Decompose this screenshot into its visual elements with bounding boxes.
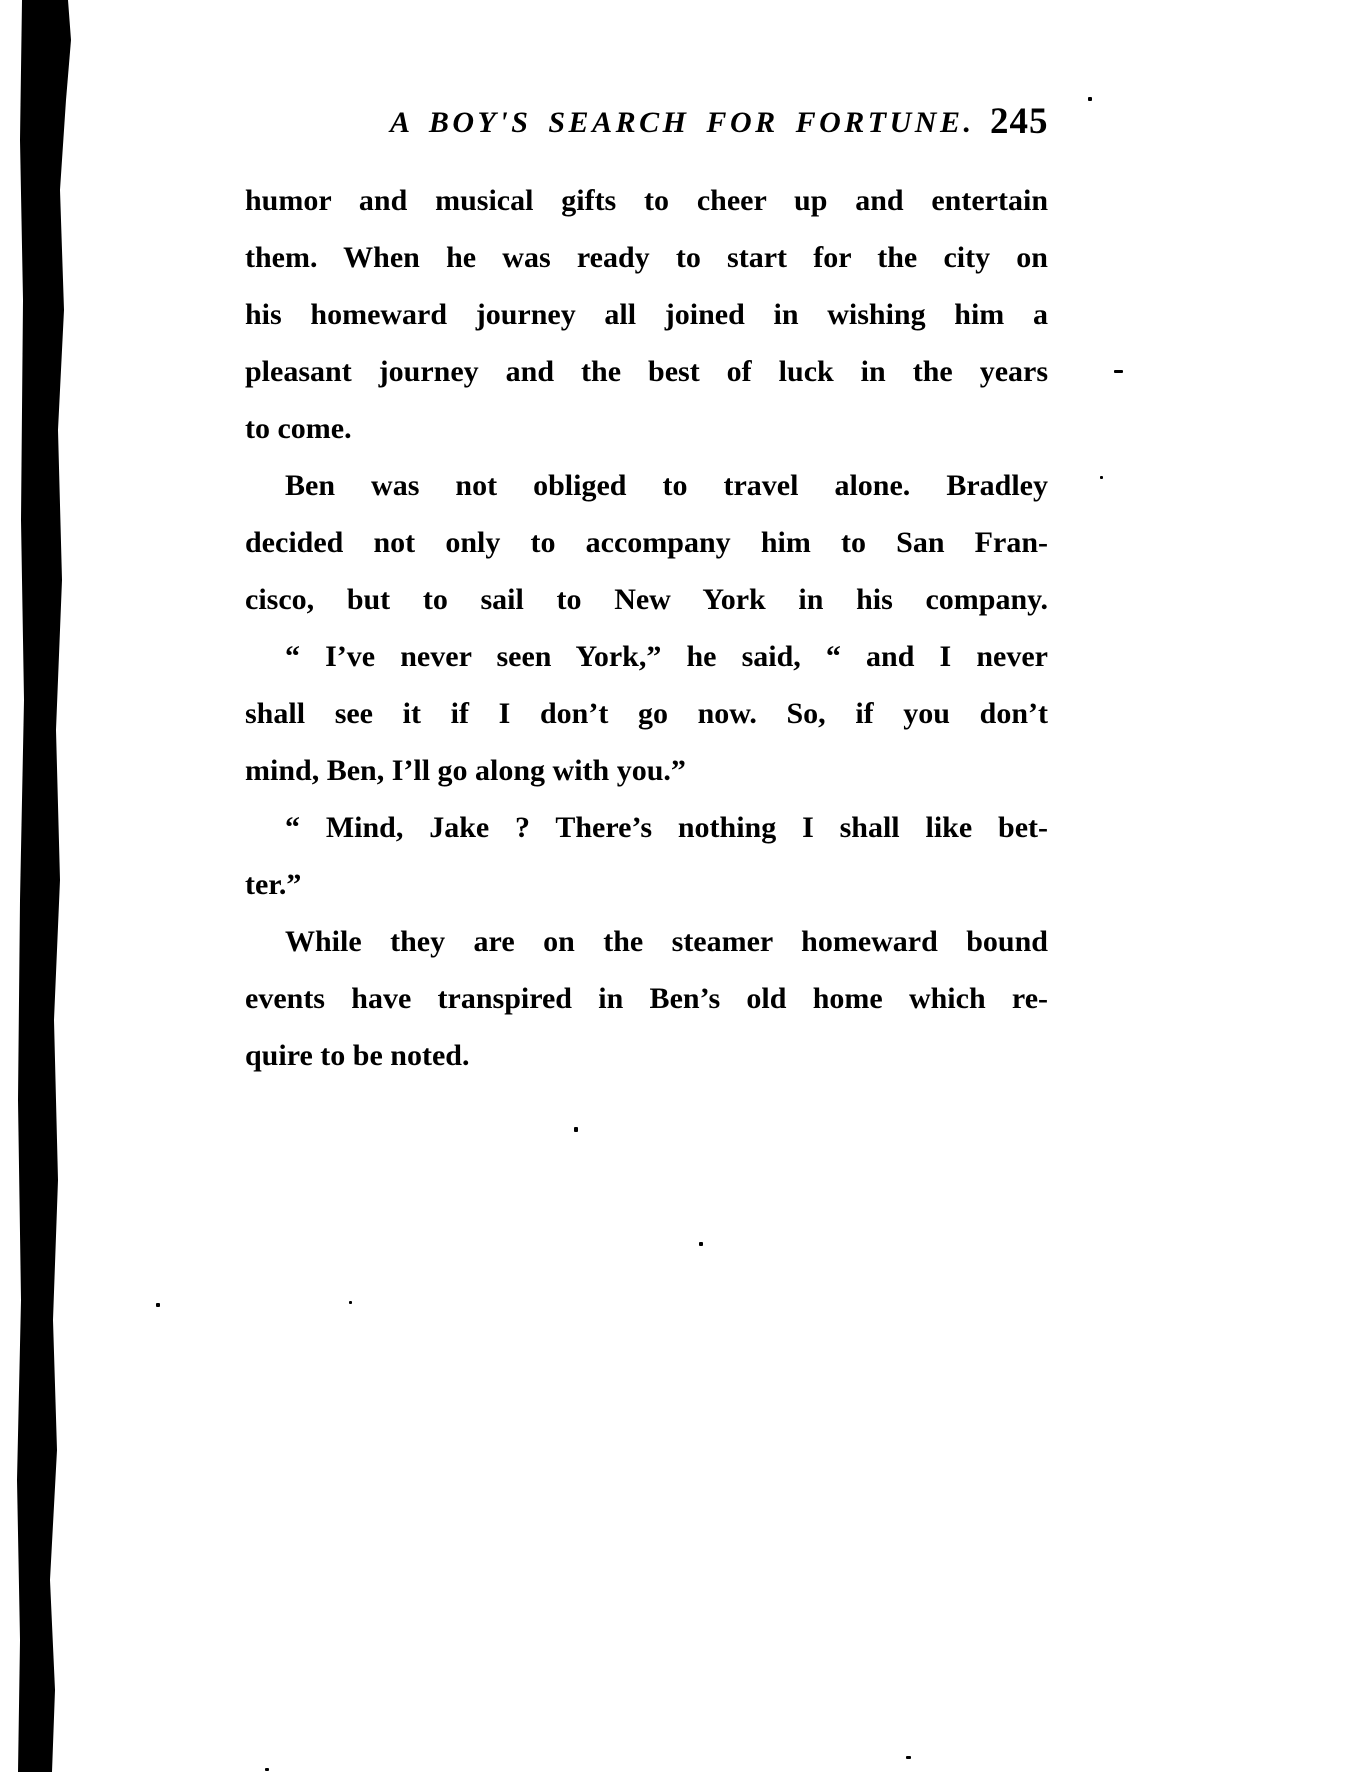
text-line: quire to be noted. (245, 1039, 470, 1072)
text-line: them. When he was ready to start for the city on (245, 241, 1048, 274)
scan-speck (265, 1768, 269, 1771)
scan-speck (156, 1303, 160, 1307)
text-line: shall see it if I don’t go now. So, if you don’t (245, 697, 1048, 730)
scan-speck (349, 1301, 352, 1304)
text-line: Ben was not obliged to travel alone. Bradley (285, 469, 1048, 502)
scan-speck (574, 1127, 578, 1132)
scan-speck (1114, 370, 1123, 373)
text-line: ter.” (245, 868, 302, 901)
body-text (245, 172, 1048, 1084)
scan-speck (906, 1756, 911, 1759)
text-line: “ Mind, Jake ? There’s nothing I shall like bet- (285, 811, 1048, 844)
scan-speck (1100, 476, 1103, 479)
scan-speck (1088, 97, 1092, 101)
text-line: pleasant journey and the best of luck in the years (245, 355, 1048, 388)
page-number: 245 (990, 101, 1049, 142)
scan-speck (699, 1242, 703, 1246)
text-line: decided not only to accompany him to San Fran- (245, 526, 1048, 559)
text-line: humor and musical gifts to cheer up and entertain (245, 184, 1048, 217)
text-line: While they are on the steamer homeward bound (285, 925, 1048, 958)
text-line: cisco, but to sail to New York in his company. (245, 583, 1048, 616)
text-line: his homeward journey all joined in wishing him a (245, 298, 1048, 331)
text-line: “ I’ve never seen York,” he said, “ and I never (285, 640, 1048, 673)
book-gutter-shadow (0, 0, 90, 1772)
text-line: to come. (245, 412, 352, 445)
text-line: mind, Ben, I’ll go along with you.” (245, 754, 686, 787)
text-line: events have transpired in Ben’s old home which re- (245, 982, 1048, 1015)
running-head-title: A BOY'S SEARCH FOR FORTUNE. (390, 106, 975, 139)
